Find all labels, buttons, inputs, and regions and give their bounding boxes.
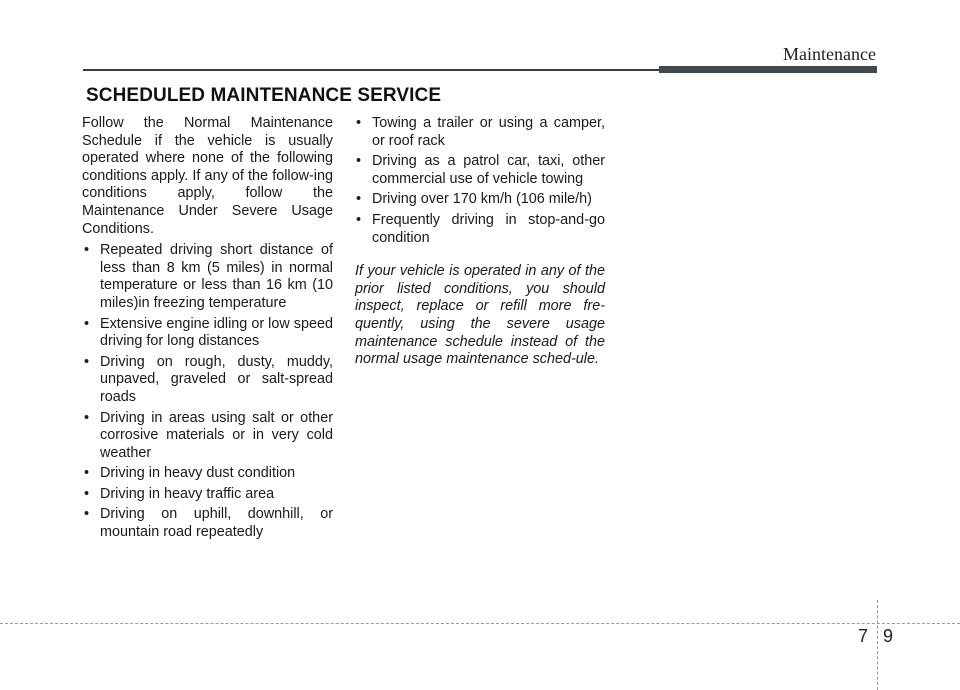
bullet-icon: • xyxy=(356,153,362,170)
list-item: • Driving on rough, dusty, muddy, unpaved, graveled or salt-spread roads xyxy=(84,353,333,405)
right-column xyxy=(354,115,605,383)
list-item: • Repeated driving short distance of less than 8 km (5 miles) in normal temperature or less than 16 km (10 miles)in freezing temperature xyxy=(84,242,333,311)
header-rule-thick xyxy=(659,66,877,73)
left-bullet-list xyxy=(82,242,333,542)
list-item: • Towing a trailer or using a camper, or roof rack xyxy=(356,115,605,149)
header-title: Maintenance xyxy=(783,44,876,64)
list-item: • Driving on uphill, downhill, or mountain road repeatedly xyxy=(84,506,333,541)
bullet-icon: • xyxy=(84,353,90,370)
chapter-number: 7 xyxy=(858,626,869,646)
intro-paragraph: Follow the Normal Maintenance Schedule if the vehicle is usually operated where none of the following conditions apply. If any of the follow-ing conditions apply, follow the Maintenance Under Severe Usage Conditions. xyxy=(82,115,333,237)
list-item: • Driving in heavy dust condition xyxy=(84,465,296,482)
severe-usage-note: If your vehicle is operated in any of the prior listed conditions, you should inspect, replace or refill more fre-quently, using the severe usage maintenance schedule instead of the normal usage maintenance sched-ule. xyxy=(355,263,605,368)
list-item: • Driving in heavy traffic area xyxy=(84,485,275,502)
bullet-icon: • xyxy=(84,409,90,426)
bullet-icon: • xyxy=(356,115,362,131)
list-item: • Extensive engine idling or low speed driving for long distances xyxy=(84,315,333,350)
left-column xyxy=(82,115,333,545)
bullet-icon: • xyxy=(84,506,90,523)
list-item: • Driving as a patrol car, taxi, other commercial use of vehicle towing xyxy=(356,153,605,187)
page-number: 9 xyxy=(883,626,894,646)
footer-dashed-divider xyxy=(877,600,878,690)
bullet-icon: • xyxy=(84,465,90,482)
footer-dashed-rule xyxy=(0,623,960,624)
bullet-icon: • xyxy=(356,211,362,228)
bullet-icon: • xyxy=(84,242,90,259)
bullet-icon: • xyxy=(84,315,90,332)
bullet-icon: • xyxy=(356,191,362,208)
list-item: • Driving over 170 km/h (106 mile/h) xyxy=(356,191,592,208)
list-item: • Driving in areas using salt or other corrosive materials or in very cold weather xyxy=(84,409,333,461)
header-rule-thin xyxy=(83,69,661,71)
list-item: • Frequently driving in stop-and-go condition xyxy=(356,211,605,246)
right-bullet-list xyxy=(354,115,605,247)
section-title: SCHEDULED MAINTENANCE SERVICE xyxy=(86,85,442,106)
bullet-icon: • xyxy=(84,485,90,502)
